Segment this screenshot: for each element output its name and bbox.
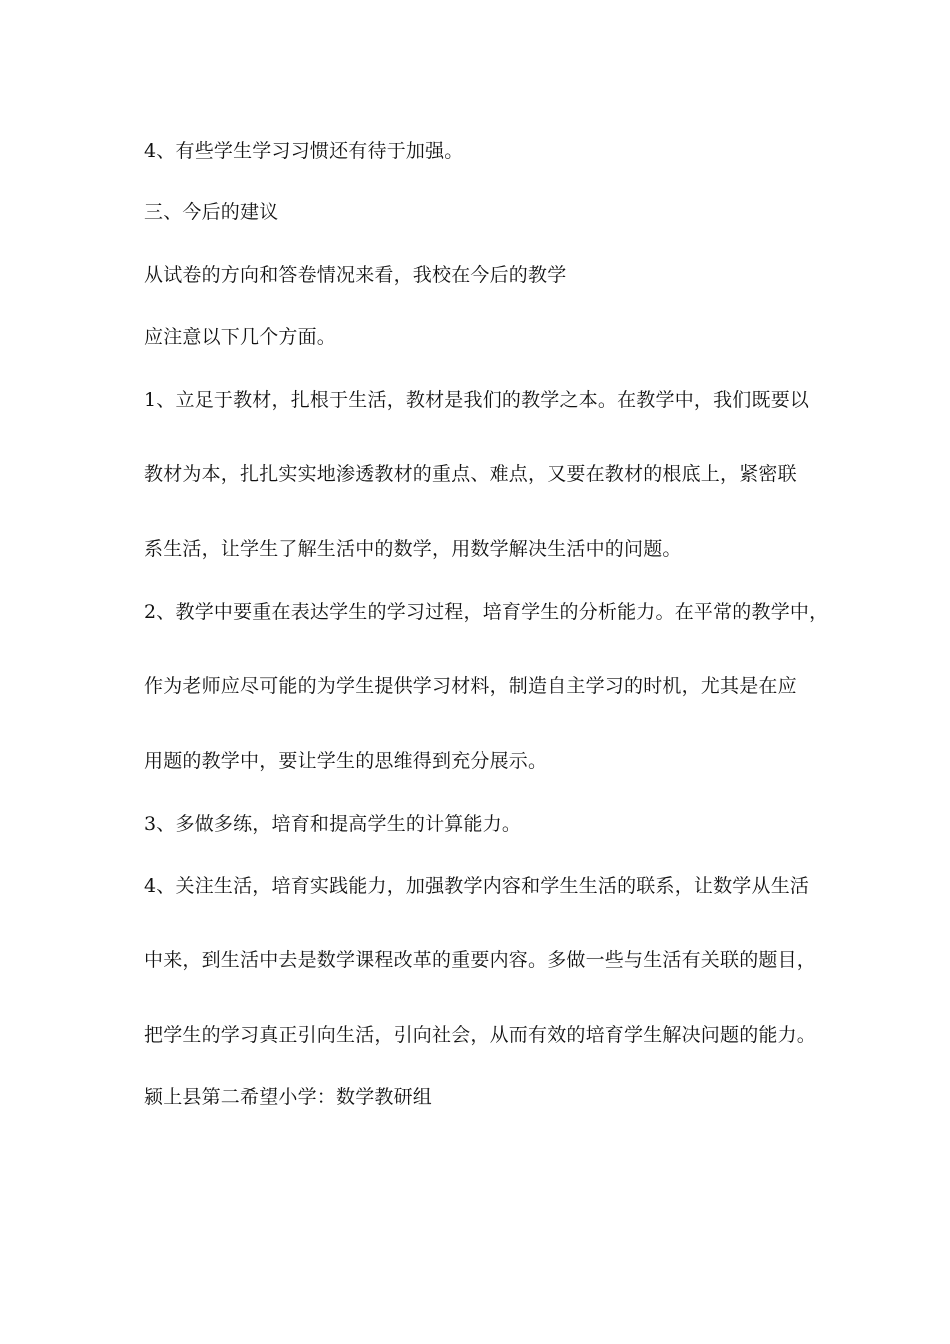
signature-text: 颍上县第二希望小学：数学教研组 [144,1086,433,1108]
paragraph-line [144,749,824,773]
list-number: 2 [144,601,157,623]
paragraph-line [144,388,824,412]
paragraph-line [144,812,824,836]
paragraph-line [144,462,824,486]
line-text: 、教学中要重在表达学生的学习过程，培育学生的分析能力。在平常的教学中， [156,601,829,623]
section-heading [144,200,824,224]
paragraph-line [144,537,824,561]
list-number: 1 [144,389,157,411]
paragraph-line [144,263,824,287]
signature-line [144,1085,824,1109]
line-text: 、有些学生学习习惯还有待于加强。 [156,140,464,162]
paragraph-line [144,600,829,624]
paragraph-line [144,874,824,898]
list-number: 4 [144,140,157,162]
paragraph-line [144,948,824,972]
list-number: 4 [144,875,157,897]
paragraph-line [144,674,824,698]
paragraph-line [144,1023,824,1047]
line-text: 系生活，让学生了解生活中的数学，用数学解决生活中的问题。 [144,538,682,560]
line-text: 教材为本，扎扎实实地渗透教材的重点、难点，又要在教材的根底上，紧密联 [144,463,797,485]
list-number: 3 [144,813,157,835]
line-text: 中来，到生活中去是数学课程改革的重要内容。多做一些与生活有关联的题目， [144,949,817,971]
line-text: 应注意以下几个方面。 [144,326,337,348]
line-text: 把学生的学习真正引向生活，引向社会，从而有效的培育学生解决问题的能力。 [144,1024,817,1046]
paragraph-line [144,139,824,163]
line-text: 作为老师应尽可能的为学生提供学习材料，制造自主学习的时机，尤其是在应 [144,675,797,697]
line-text: 、立足于教材，扎根于生活，教材是我们的教学之本。在教学中，我们既要以 [156,389,810,411]
line-text: 、多做多练，培育和提高学生的计算能力。 [156,813,522,835]
heading-text: 三、今后的建议 [144,201,279,223]
line-text: 、关注生活，培育实践能力，加强教学内容和学生生活的联系，让数学从生活 [156,875,810,897]
line-text: 从试卷的方向和答卷情况来看，我校在今后的教学 [144,264,567,286]
paragraph-line [144,325,824,349]
line-text: 用题的教学中，要让学生的思维得到充分展示。 [144,750,548,772]
